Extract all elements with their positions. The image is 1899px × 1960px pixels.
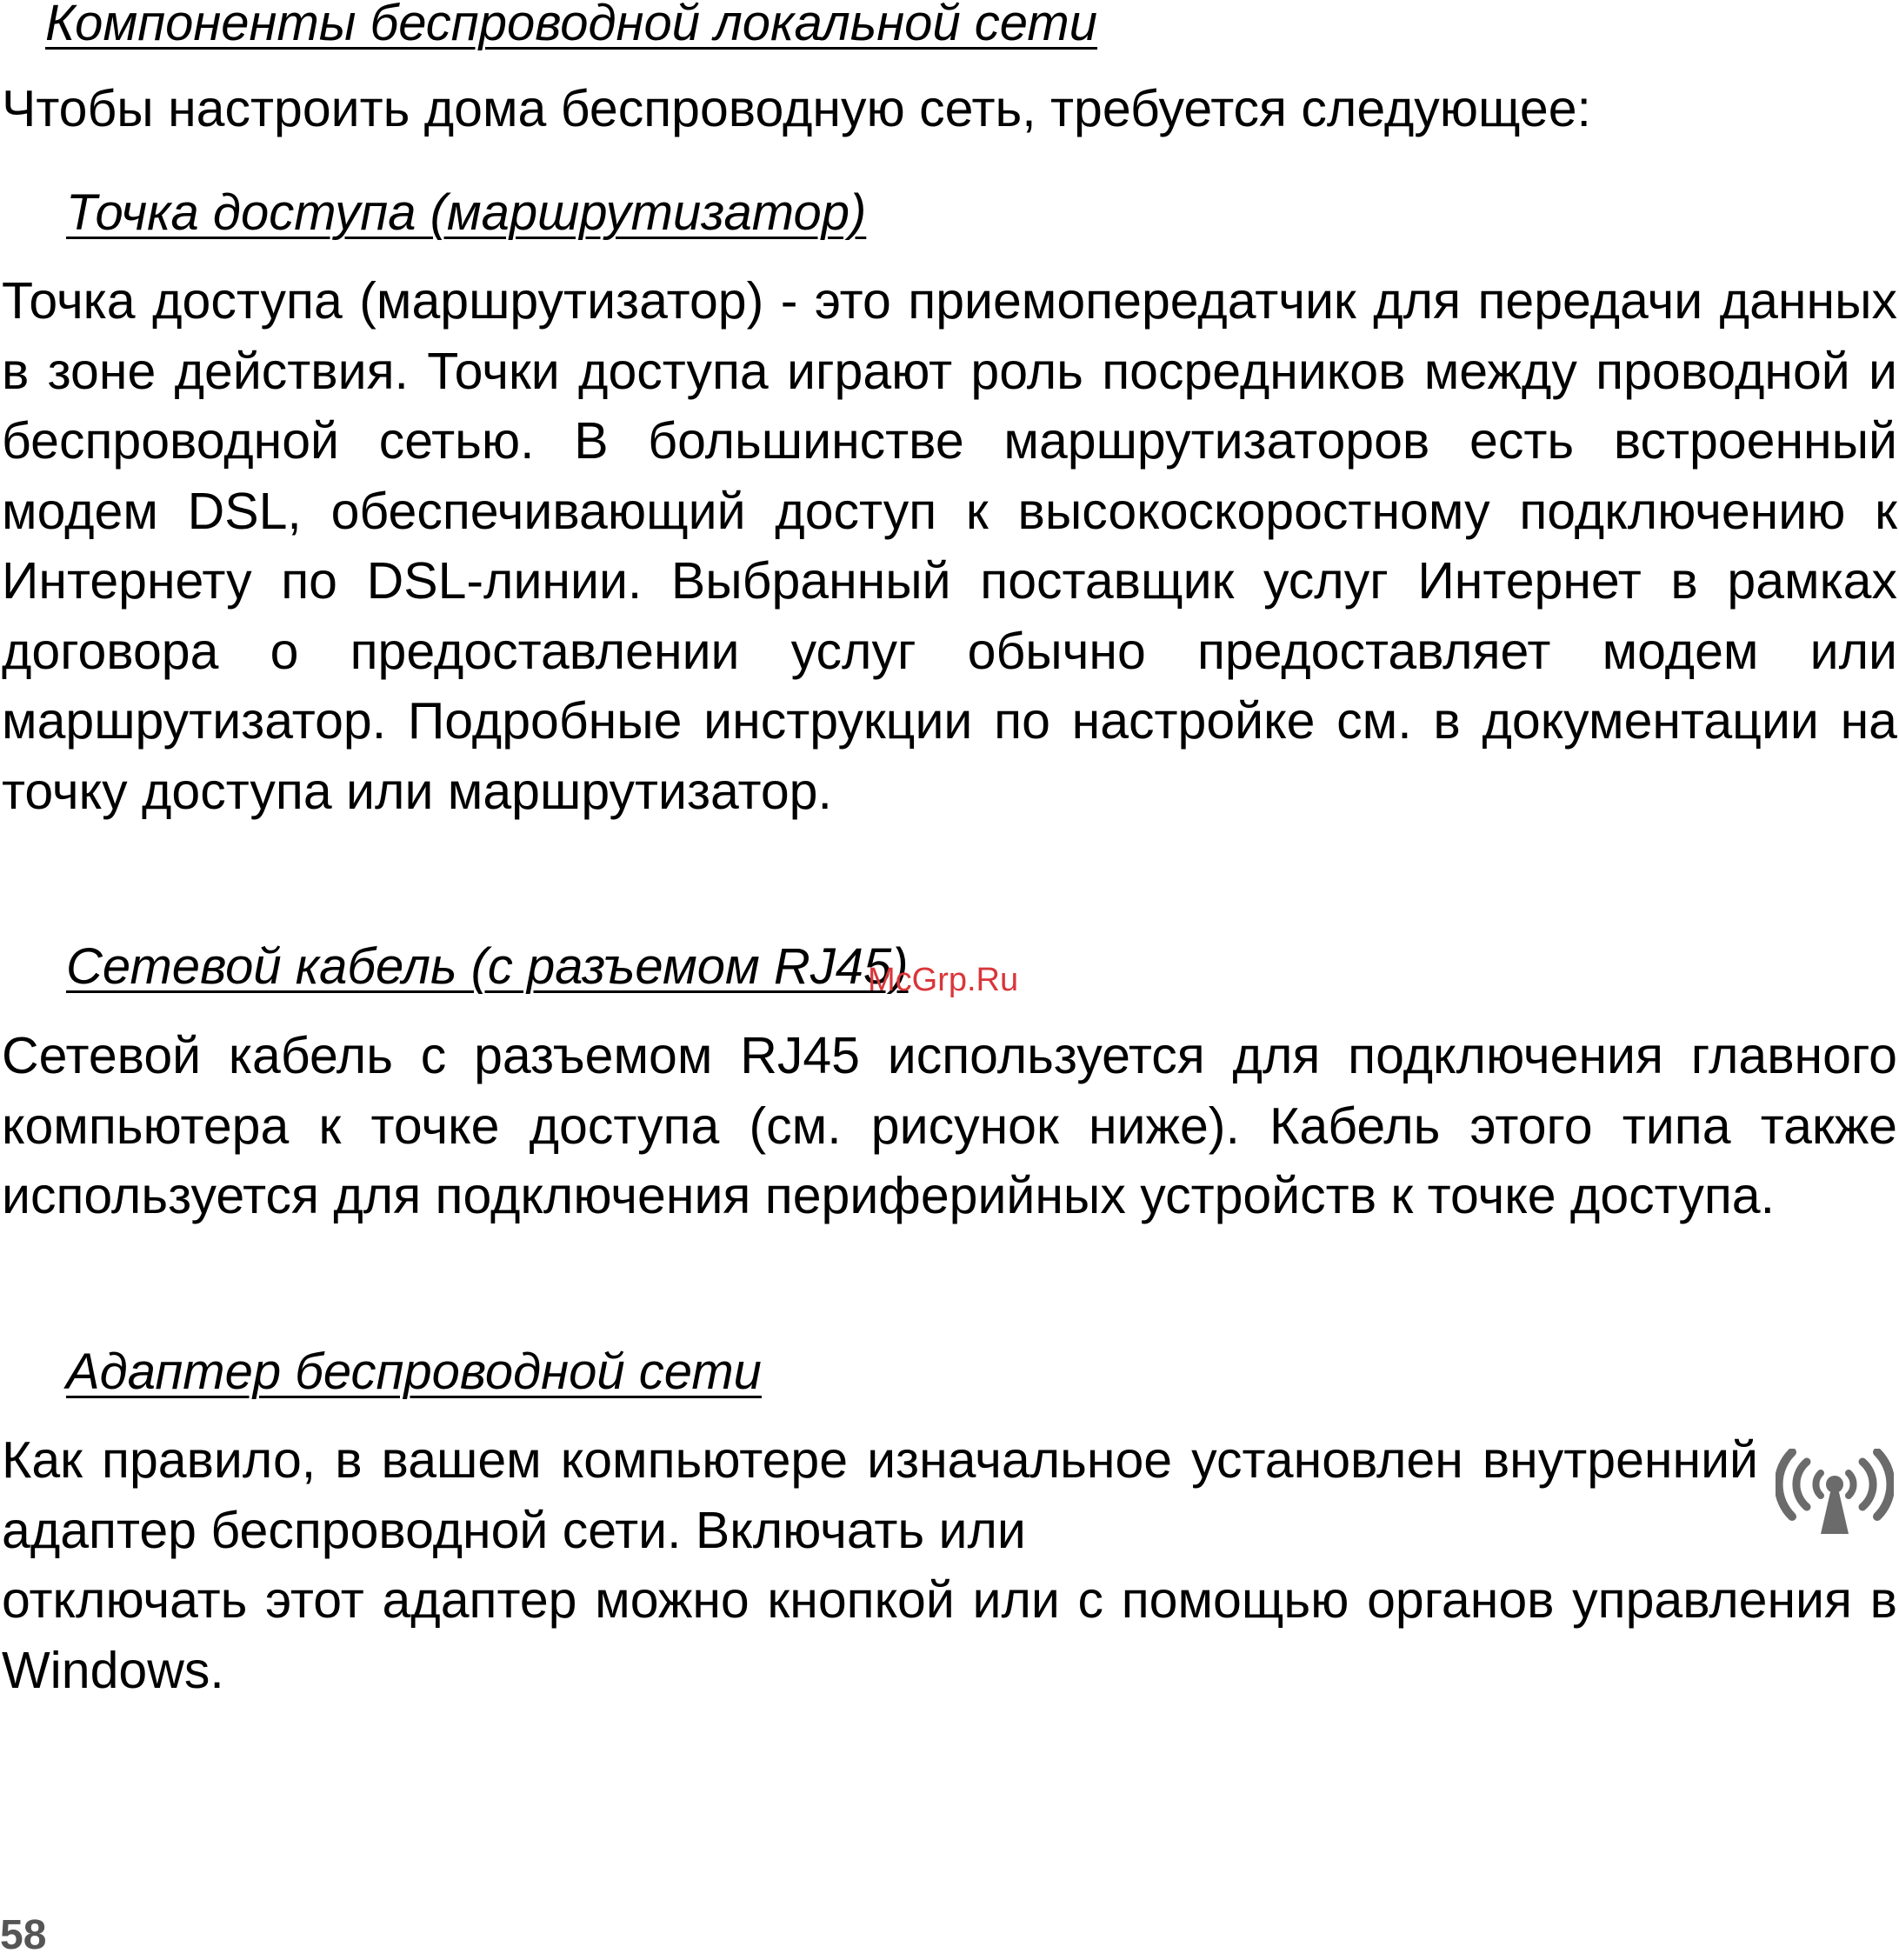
subheading-wireless-adapter: Адаптер беспроводной сети xyxy=(66,1343,762,1400)
page-number: 58 xyxy=(0,1912,47,1958)
wireless-adapter-paragraph-end: отключать этот адаптер можно кнопкой или с помощью органов управления в Windows. xyxy=(2,1571,1897,1699)
subheading-access-point: Точка доступа (маршрутизатор) xyxy=(66,184,867,241)
intro-paragraph: Чтобы настроить дома беспроводную сеть, требуется следующее: xyxy=(2,80,1591,137)
network-cable-paragraph: Сетевой кабель с разъемом RJ45 используется для подключения главного компьютера к точке доступа (см. рисунок ниже). Кабель этого типа также используется для подключения периферийных устройств к точке доступа. xyxy=(2,1027,1897,1224)
wireless-antenna-icon xyxy=(1776,1449,1894,1537)
watermark: McGrp.Ru xyxy=(868,962,1019,998)
access-point-paragraph: Точка доступа (маршрутизатор) - это приемопередатчик для передачи данных в зоне действия. Точки доступа играют роль посредников между проводной и беспроводной сетью. В большинстве маршрутизаторов есть встроенный модем DSL, обеспечивающий доступ к высокоскоростному подключению к Интернету по DSL-линии. Выбранный поставщик услуг Интернет в рамках договора о предоставлении услуг обычно предоставляет модем или маршрутизатор. Подробные инструкции по настройке см. в документации на точку доступа или маршрутизатор. xyxy=(2,272,1897,820)
subheading-network-cable: Сетевой кабель (с разъемом RJ45) xyxy=(66,938,909,995)
section-heading-components: Компоненты беспроводной локальной сети xyxy=(45,0,1097,51)
wireless-adapter-paragraph-start: Как правило, в вашем компьютере изначальное установлен внутренний адаптер беспроводной сети. Включать или xyxy=(2,1431,1758,1559)
